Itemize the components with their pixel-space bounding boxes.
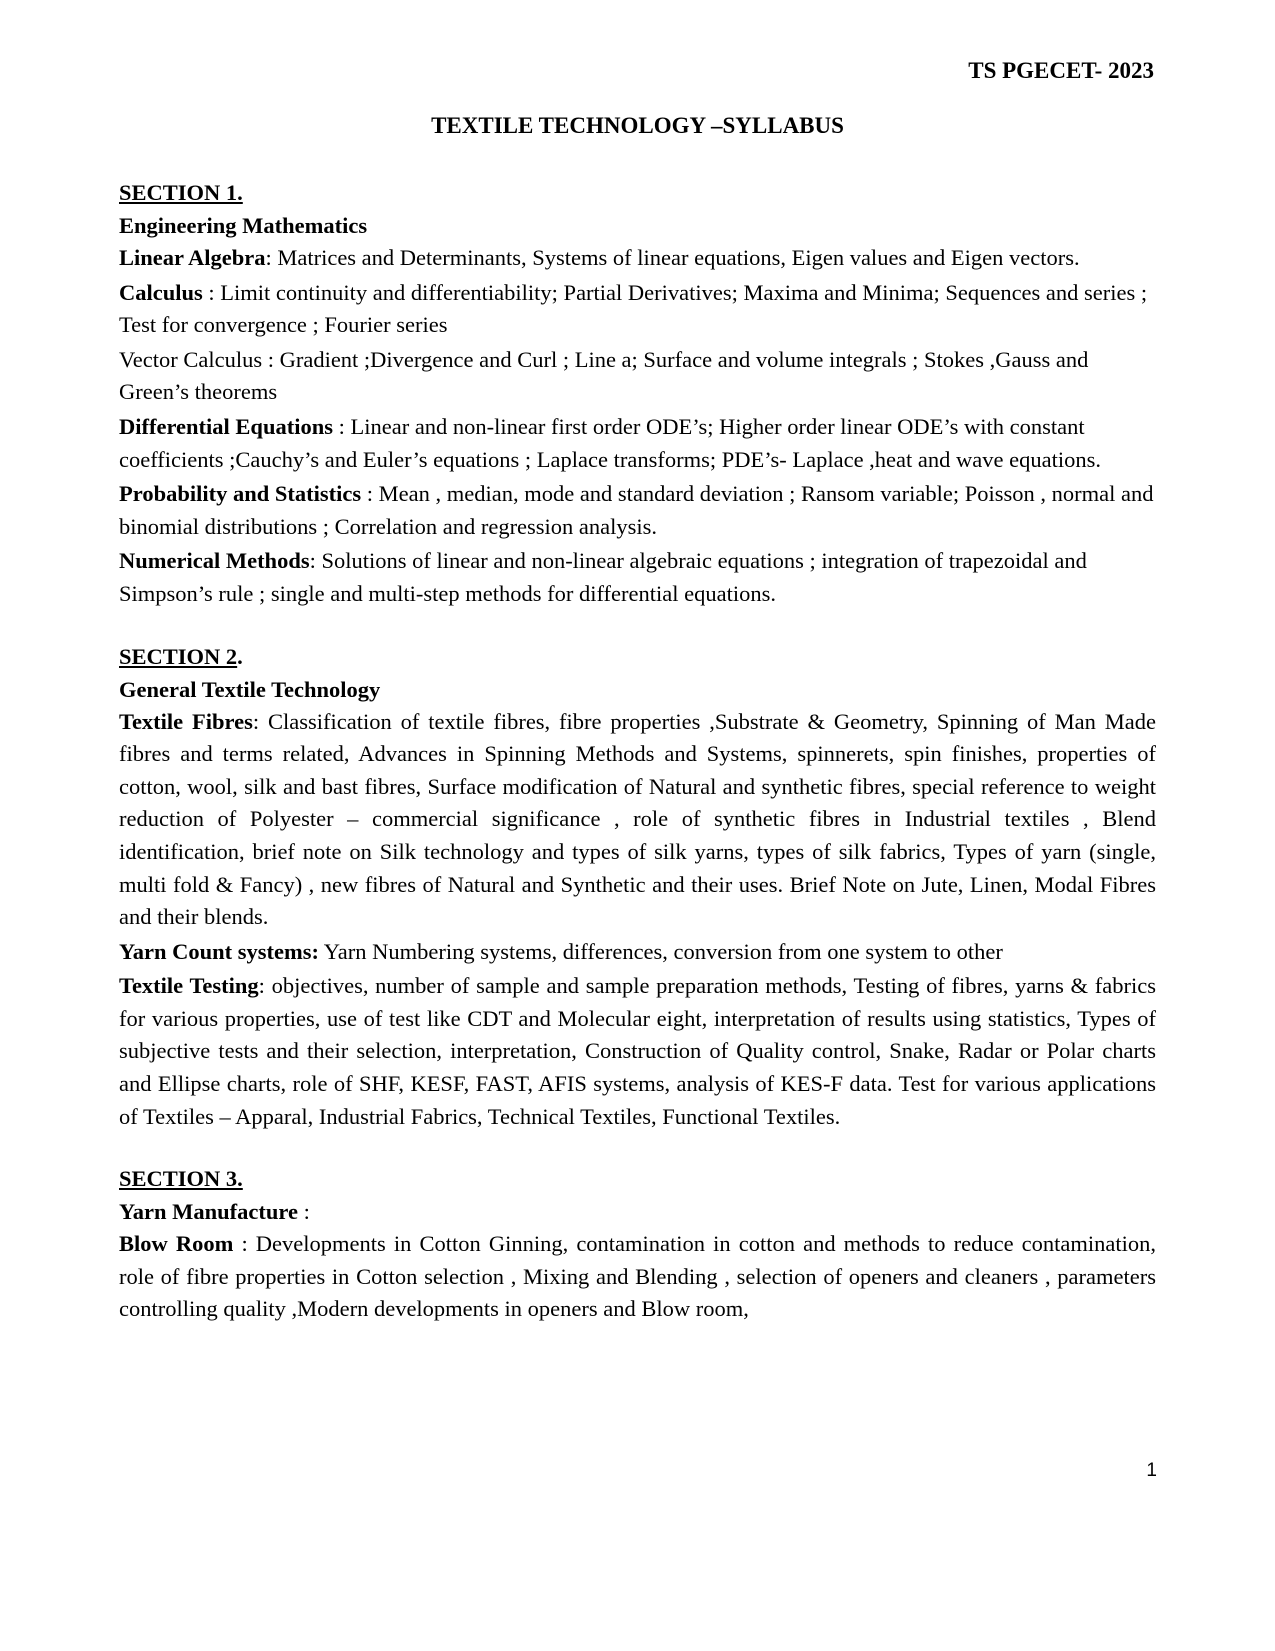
section-1: [119, 176, 1156, 611]
topic-text: : Mean , median, mode and standard deviation ; Ransom variable; Poisson , normal and binomial distributions ; Correlation and regression analysis.: [119, 481, 1154, 539]
topic-text: : Developments in Cotton Ginning, contamination in cotton and methods to reduce contamination, role of fibre properties in Cotton selection , Mixing and Blending , selection of openers and cleaners , parameters controlling quality ,Modern developments in openers and Blow room,: [119, 1231, 1157, 1322]
section-2: [119, 640, 1156, 1134]
topic-term: Calculus: [119, 279, 203, 305]
section-subject: Engineering Mathematics: [119, 213, 368, 238]
section-heading-trail: .: [237, 643, 243, 669]
syllabus-item: [119, 1228, 1156, 1326]
exam-code-header: TS PGECET- 2023: [968, 58, 1154, 83]
topic-text: Vector Calculus : Gradient ;Divergence and Curl ; Line a; Surface and volume integrals ; Stokes ,Gauss and Green’s theorems: [119, 346, 1089, 405]
topic-term: Textile Testing: [119, 973, 259, 999]
topic-text: : Classification of textile fibres, fibre properties ,Substrate & Geometry, Spinning of Man Made fibres and terms related, Advances in Spinning Methods and Systems, spinnerets, spin finishes, properties of cotton, wool, silk and bast fibres, Surface modification of Natural and synthetic fibres, special reference to weight reduction of Polyester – commercial significance , role of synthetic fibres in Industrial textiles , Blend identification, brief note on Silk technology and types of silk yarns, types of silk fabrics, Types of yarn (single, multi fold & Fancy) , new fibres of Natural and Synthetic and their uses. Brief Note on Jute, Linen, Modal Fibres and their blends.: [119, 708, 1156, 930]
topic-text: : Limit continuity and differentiability; Partial Derivatives; Maxima and Minima; Sequences and series ; Test for convergence ; Fourier series: [119, 279, 1148, 338]
syllabus-content: [119, 176, 1156, 1355]
topic-term: Textile Fibres: [119, 708, 253, 734]
topic-term: Numerical Methods: [119, 548, 310, 574]
topic-term: Linear Algebra: [119, 245, 266, 270]
topic-text: : Matrices and Determinants, Systems of linear equations, Eigen values and Eigen vectors.: [265, 245, 1080, 270]
topic-text: : Linear and non-linear first order ODE’s; Higher order linear ODE’s with constant coefficients ;Cauchy’s and Euler’s equations ; Laplace transforms; PDE’s- Laplace ,heat and wave equations.: [119, 413, 1101, 472]
page-number: 1: [1146, 1460, 1157, 1481]
section-3: [119, 1162, 1156, 1326]
syllabus-item: [119, 411, 1156, 476]
topic-text: : objectives, number of sample and sample preparation methods, Testing of fibres, yarns & fabrics for various properties, use of test like CDT and Molecular eight, interpretation of results using statistics, Types of subjective tests and their selection, interpretation, Construction of Quality control, Snake, Radar or Polar charts and Ellipse charts, role of SHF, KESF, FAST, AFIS systems, analysis of KES-F data. Test for various applications of Textiles – Apparal, Industrial Fabrics, Technical Textiles, Functional Textiles.: [119, 973, 1156, 1129]
syllabus-item: [119, 970, 1156, 1133]
syllabus-item: [119, 706, 1156, 934]
topic-term: Differential Equations: [119, 413, 333, 439]
syllabus-item: [119, 545, 1156, 610]
syllabus-item: [119, 936, 1156, 969]
section-subject: [119, 1195, 1156, 1228]
topic-term: Probability and Statistics: [119, 481, 362, 507]
section-heading-label: SECTION 2: [119, 643, 238, 669]
syllabus-item: [119, 277, 1156, 342]
section-subject: General Textile Technology: [119, 676, 381, 702]
topic-text: : Solutions of linear and non-linear algebraic equations ; integration of trapezoidal and Simpson’s rule ; single and multi-step methods for differential equations.: [119, 548, 1087, 606]
syllabus-item: [119, 242, 1156, 275]
topic-term: Yarn Count systems:: [119, 938, 320, 964]
document-title: TEXTILE TECHNOLOGY –SYLLABUS: [431, 113, 844, 138]
section-heading: [119, 640, 1156, 673]
section-subject-label: Yarn Manufacture: [119, 1199, 298, 1225]
section-heading: SECTION 3.: [119, 1166, 243, 1192]
section-subject-suffix: :: [297, 1199, 310, 1225]
topic-term: Blow Room: [119, 1231, 234, 1257]
section-heading: SECTION 1.: [119, 180, 243, 205]
topic-text: Yarn Numbering systems, differences, conversion from one system to other: [319, 938, 1003, 964]
syllabus-item: [119, 344, 1156, 409]
syllabus-item: [119, 478, 1156, 543]
